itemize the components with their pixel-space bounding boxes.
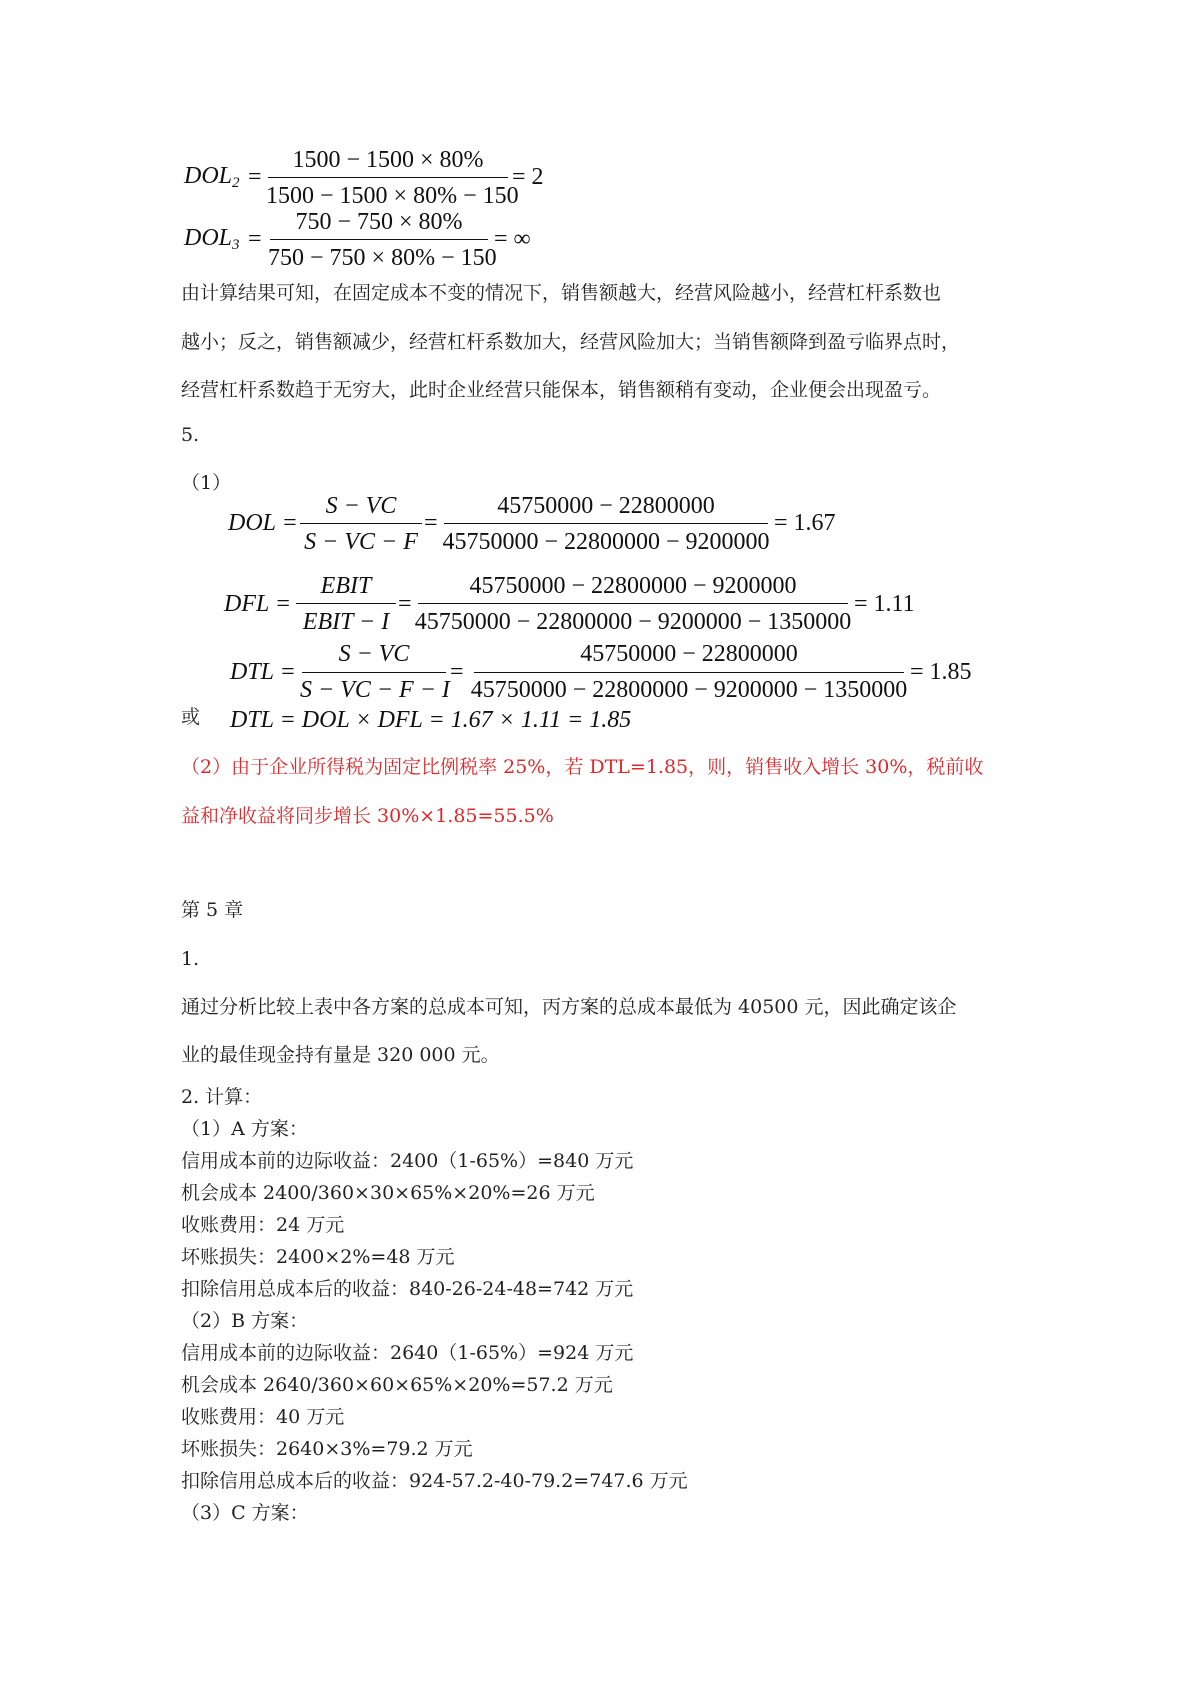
dtl-numerator-symbolic: S − VC [338, 641, 410, 667]
dfl-equals: = [398, 591, 412, 617]
dtl-result: = 1.85 [910, 659, 972, 685]
dol3-lhs: DOL [184, 225, 233, 251]
dfl-numerator-symbolic: EBIT [320, 573, 372, 599]
plan-a-line: 坏账损失：2400×2%=48 万元 [181, 1246, 455, 1268]
plan-a-line: 收账费用：24 万元 [181, 1214, 345, 1236]
dol2-subscript: 2 [232, 175, 240, 191]
dol2-lhs: DOL [184, 163, 233, 189]
dol2-result: = 2 [512, 164, 544, 190]
plan-b-line: 机会成本 2640/360×60×65%×20%=57.2 万元 [181, 1374, 613, 1396]
ch5-q2-label: 2. 计算： [181, 1086, 263, 1108]
dol3-fraction-bar [270, 239, 488, 240]
dol-lhs: DOL = [228, 510, 298, 536]
dol-fraction-bar-2 [444, 523, 768, 524]
plan-a-title: （1）A 方案： [181, 1118, 308, 1140]
paragraph-line-1: 由计算结果可知，在固定成本不变的情况下，销售额越大，经营风险越小，经营杠杆系数也 [181, 282, 942, 304]
dtl-equals: = [450, 659, 464, 685]
dol-denominator: 45750000 − 22800000 − 9200000 [442, 529, 770, 555]
dol3-subscript: 3 [232, 237, 240, 253]
dtl-lhs: DTL = [230, 659, 296, 685]
dol2-denominator: 1500 − 1500 × 80% − 150 [266, 183, 519, 209]
dfl-denominator: 45750000 − 22800000 − 9200000 − 1350000 [414, 609, 852, 635]
dtl-numerator: 45750000 − 22800000 [580, 641, 798, 667]
dtl-product-formula: DTL = DOL × DFL = 1.67 × 1.11 = 1.85 [230, 707, 632, 733]
dol3-result: = ∞ [494, 226, 531, 252]
dol3-denominator: 750 − 750 × 80% − 150 [268, 245, 497, 271]
dol2-numerator: 1500 − 1500 × 80% [292, 147, 484, 173]
paragraph-line-2: 越小；反之，销售额减少，经营杠杆系数加大，经营风险加大；当销售额降到盈亏临界点时， [181, 331, 961, 353]
dtl-fraction-bar-1 [302, 672, 446, 673]
dfl-lhs: DFL = [224, 591, 292, 617]
dtl-denominator-symbolic: S − VC − F − I [300, 677, 450, 703]
dol-numerator-symbolic: S − VC [325, 493, 397, 519]
q5-sub2-line-1: （2）由于企业所得税为固定比例税率 25%，若 DTL=1.85，则，销售收入增长 30%，税前收 [181, 756, 984, 778]
dtl-fraction-bar-2 [474, 672, 904, 673]
dtl-denominator: 45750000 − 22800000 − 9200000 − 1350000 [470, 677, 908, 703]
plan-b-line: 扣除信用总成本后的收益：924-57.2-40-79.2=747.6 万元 [181, 1470, 688, 1492]
plan-b-line: 坏账损失：2640×3%=79.2 万元 [181, 1438, 473, 1460]
dol-numerator: 45750000 − 22800000 [497, 493, 715, 519]
plan-a-line: 机会成本 2400/360×30×65%×20%=26 万元 [181, 1182, 595, 1204]
ch5-q1-line-2: 业的最佳现金持有量是 320 000 元。 [181, 1044, 500, 1066]
plan-c-title: （3）C 方案： [181, 1502, 309, 1524]
dol-equals: = [424, 510, 438, 536]
or-label: 或 [181, 706, 201, 728]
dol2-fraction-bar [268, 177, 508, 178]
dol-denominator-symbolic: S − VC − F [304, 529, 418, 555]
plan-b-title: （2）B 方案： [181, 1310, 309, 1332]
q5-sub1-label: （1） [181, 472, 232, 494]
dfl-fraction-bar-1 [296, 603, 396, 604]
ch5-q1-label: 1. [181, 948, 200, 970]
dol3-numerator: 750 − 750 × 80% [295, 209, 463, 235]
q5-label: 5. [181, 424, 200, 446]
plan-a-line: 扣除信用总成本后的收益：840-26-24-48=742 万元 [181, 1278, 634, 1300]
dol3-equals: = [248, 226, 262, 252]
dfl-result: = 1.11 [854, 591, 915, 617]
dfl-denominator-symbolic: EBIT − I [302, 609, 390, 635]
dol2-equals: = [248, 164, 262, 190]
dfl-fraction-bar-2 [418, 603, 848, 604]
dfl-numerator: 45750000 − 22800000 − 9200000 [469, 573, 797, 599]
plan-b-line: 收账费用：40 万元 [181, 1406, 345, 1428]
q5-sub2-line-2: 益和净收益将同步增长 30%×1.85=55.5% [181, 805, 554, 827]
ch5-q1-line-1: 通过分析比较上表中各方案的总成本可知，丙方案的总成本最低为 40500 元，因此确定该企 [181, 996, 957, 1018]
chapter-title: 第 5 章 [181, 899, 244, 921]
paragraph-line-3: 经营杠杆系数趋于无穷大，此时企业经营只能保本，销售额稍有变动，企业便会出现盈亏。 [181, 379, 942, 401]
dol-result: = 1.67 [774, 510, 836, 536]
plan-a-line: 信用成本前的边际收益：2400（1-65%）=840 万元 [181, 1150, 634, 1172]
plan-b-line: 信用成本前的边际收益：2640（1-65%）=924 万元 [181, 1342, 634, 1364]
dol-fraction-bar-1 [300, 523, 422, 524]
